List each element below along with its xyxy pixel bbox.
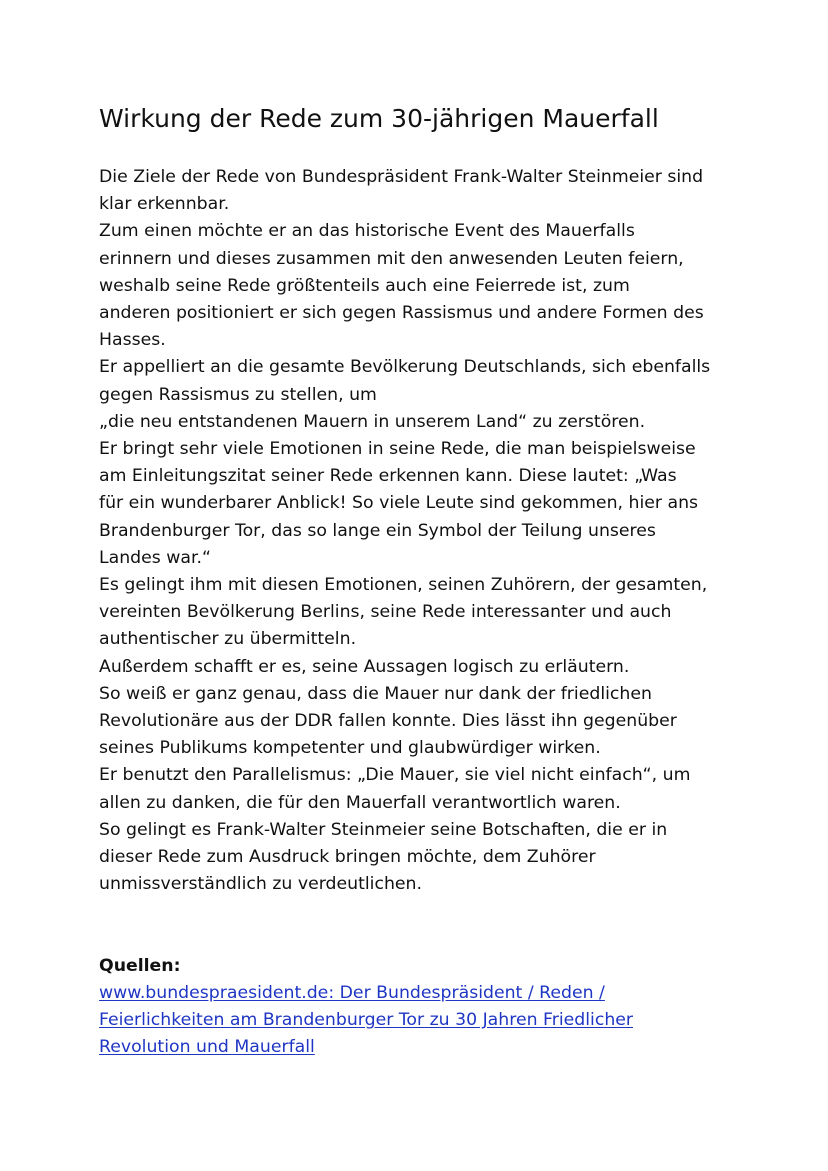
- source-link-line[interactable]: www.bundespraesident.de: Der Bundespräsident / Reden /: [99, 983, 605, 1003]
- body-line: Hasses.: [99, 330, 166, 351]
- body-line: seines Publikums kompetenter und glaubwürdiger wirken.: [99, 738, 601, 759]
- body-line: gegen Rassismus zu stellen, um: [99, 384, 377, 405]
- body-line: allen zu danken, die für den Mauerfall verantwortlich waren.: [99, 792, 621, 813]
- body-line: authentischer zu übermitteln.: [99, 629, 357, 650]
- body-line: für ein wunderbarer Anblick! So viele Leute sind gekommen, hier ans: [99, 493, 699, 514]
- body-paragraphs: [99, 164, 759, 898]
- body-line: weshalb seine Rede größtenteils auch eine Feierrede ist, zum: [99, 275, 630, 296]
- source-link-line[interactable]: Feierlichkeiten am Brandenburger Tor zu 30 Jahren Friedlicher: [99, 1010, 634, 1030]
- body-line: unmissverständlich zu verdeutlichen.: [99, 874, 422, 895]
- body-line: So gelingt es Frank-Walter Steinmeier seine Botschaften, die er in: [99, 819, 668, 840]
- body-line: dieser Rede zum Ausdruck bringen möchte, dem Zuhörer: [99, 847, 596, 868]
- body-line: Zum einen möchte er an das historische Event des Mauerfalls: [99, 221, 635, 242]
- body-line: klar erkennbar.: [99, 194, 230, 215]
- source-link[interactable]: [99, 980, 633, 1061]
- source-link-line[interactable]: Revolution und Mauerfall: [99, 1037, 315, 1057]
- body-line: So weiß er ganz genau, dass die Mauer nur dank der friedlichen: [99, 683, 652, 704]
- body-line: Er benutzt den Parallelismus: „Die Mauer, sie viel nicht einfach“, um: [99, 765, 691, 786]
- body-line: Er bringt sehr viele Emotionen in seine Rede, die man beispielsweise: [99, 439, 696, 460]
- body-line: erinnern und dieses zusammen mit den anwesenden Leuten feiern,: [99, 248, 684, 269]
- body-line: Es gelingt ihm mit diesen Emotionen, seinen Zuhörern, der gesamten,: [99, 575, 708, 596]
- body-line: Brandenburger Tor, das so lange ein Symbol der Teilung unseres: [99, 520, 656, 541]
- document-title: Wirkung der Rede zum 30-jährigen Mauerfall: [99, 104, 659, 133]
- body-line: Revolutionäre aus der DDR fallen konnte. Dies lässt ihn gegenüber: [99, 711, 677, 732]
- sources-heading: Quellen:: [99, 956, 181, 976]
- body-line: „die neu entstandenen Mauern in unserem Land“ zu zerstören.: [99, 411, 646, 432]
- body-line: Landes war.“: [99, 547, 211, 568]
- body-line: Er appelliert an die gesamte Bevölkerung Deutschlands, sich ebenfalls: [99, 357, 711, 378]
- body-line: Außerdem schafft er es, seine Aussagen logisch zu erläutern.: [99, 656, 630, 677]
- body-line: Die Ziele der Rede von Bundespräsident Frank-Walter Steinmeier sind: [99, 167, 704, 187]
- body-line: am Einleitungszitat seiner Rede erkennen kann. Diese lautet: „Was: [99, 466, 677, 487]
- body-line: vereinten Bevölkerung Berlins, seine Rede interessanter und auch: [99, 602, 672, 623]
- body-line: anderen positioniert er sich gegen Rassismus und andere Formen des: [99, 303, 704, 324]
